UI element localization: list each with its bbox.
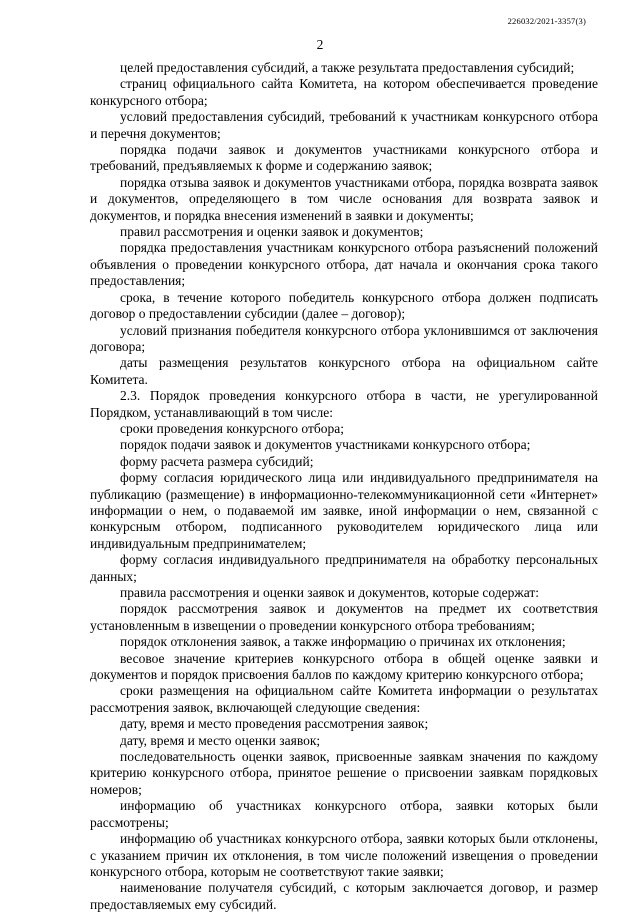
paragraph: дату, время и место проведения рассмотрения заявок; [120,716,429,732]
paragraph: порядок отклонения заявок, а также информацию о причинах их отклонения; [120,634,566,650]
paragraph: порядка отзыва заявок и документов участниками отбора, порядка возврата заявок и документов, определяющего в том числе основания для возврата заявок и документов, и порядка внесения изменений в заявки и документы; [90,174,598,223]
paragraph: условий признания победителя конкурсного отбора уклонившимся от заключения договора; [90,322,598,354]
paragraph: срока, в течение которого победитель конкурсного отбора должен подписать договор о предоставлении субсидии (далее – договор); [90,289,598,322]
paragraph: сроки проведения конкурсного отбора; [120,420,344,436]
page-number: 2 [316,37,324,52]
paragraph: порядка предоставления участникам конкурсного отбора разъяснений положений объявления о проведении конкурсного отбора, дат начала и окончания срока такого предоставления; [90,240,598,289]
paragraph: сроки размещения на официальном сайте Комитета информации о результатах рассмотрения заявок, включающей следующие сведения: [90,683,598,715]
paragraph: дату, время и место оценки заявок; [120,732,321,748]
document-registration-number: 226032/2021-3357(3) [507,16,586,26]
paragraph: форму согласия юридического лица или индивидуального предпринимателя на публикацию (размещение) в информационно-телекоммуникационной сети «Интернет» информации о нем, о подаваемой им заявке, иной информации о нем, связанной с конкурсным отбором, подписанного руководителем юридического лица или индивидуальным предпринимателем; [90,470,598,551]
paragraph: информацию об участниках конкурсного отбора, заявки которых были рассмотрены; [90,798,598,830]
paragraph: порядок подачи заявок и документов участниками конкурсного отбора; [120,437,531,453]
paragraph: наименование получателя субсидий, с которым заключается договор, и размер предоставляемых ему субсидий. [90,880,598,912]
paragraph: правил рассмотрения и оценки заявок и документов; [120,224,424,240]
section-paragraph: 2.3. Порядок проведения конкурсного отбора в части, не урегулированной Порядком, устанавливающий в том числе: [90,388,598,420]
paragraph: целей предоставления субсидий, а также результата предоставления субсидий; [120,60,575,75]
paragraph: даты размещения результатов конкурсного отбора на официальном сайте Комитета. [90,355,598,387]
paragraph: порядка подачи заявок и документов участниками конкурсного отбора и требований, предъявляемых к форме и содержанию заявок; [90,142,598,174]
paragraph: последовательность оценки заявок, присвоенные заявкам значения по каждому критерию конкурсного отбора, принятое решение о присвоении заявкам порядковых номеров; [90,749,598,797]
paragraph: информацию об участниках конкурсного отбора, заявки которых были отклонены, с указанием причин их отклонения, в том числе положений извещения о проведении конкурсного отбора, которым не соответствуют такие заявки; [90,831,598,879]
paragraph: страниц официального сайта Комитета, на котором обеспечивается проведение конкурсного отбора; [90,76,598,108]
paragraph: условий предоставления субсидий, требований к участникам конкурсного отбора и перечня документов; [90,109,598,141]
paragraph: правила рассмотрения и оценки заявок и документов, которые содержат: [120,585,540,600]
paragraph: порядок рассмотрения заявок и документов на предмет их соответствия установленным в извещении о проведении конкурсного отбора требованиям; [90,601,598,633]
paragraph: весовое значение критериев конкурсного отбора в общей оценке заявки и документов и порядок присвоения баллов по каждому критерию конкурсного отбора; [90,650,598,683]
paragraph: форму согласия индивидуального предпринимателя на обработку персональных данных; [90,552,598,584]
document-body [90,60,598,913]
paragraph: форму расчета размера субсидий; [120,453,314,469]
